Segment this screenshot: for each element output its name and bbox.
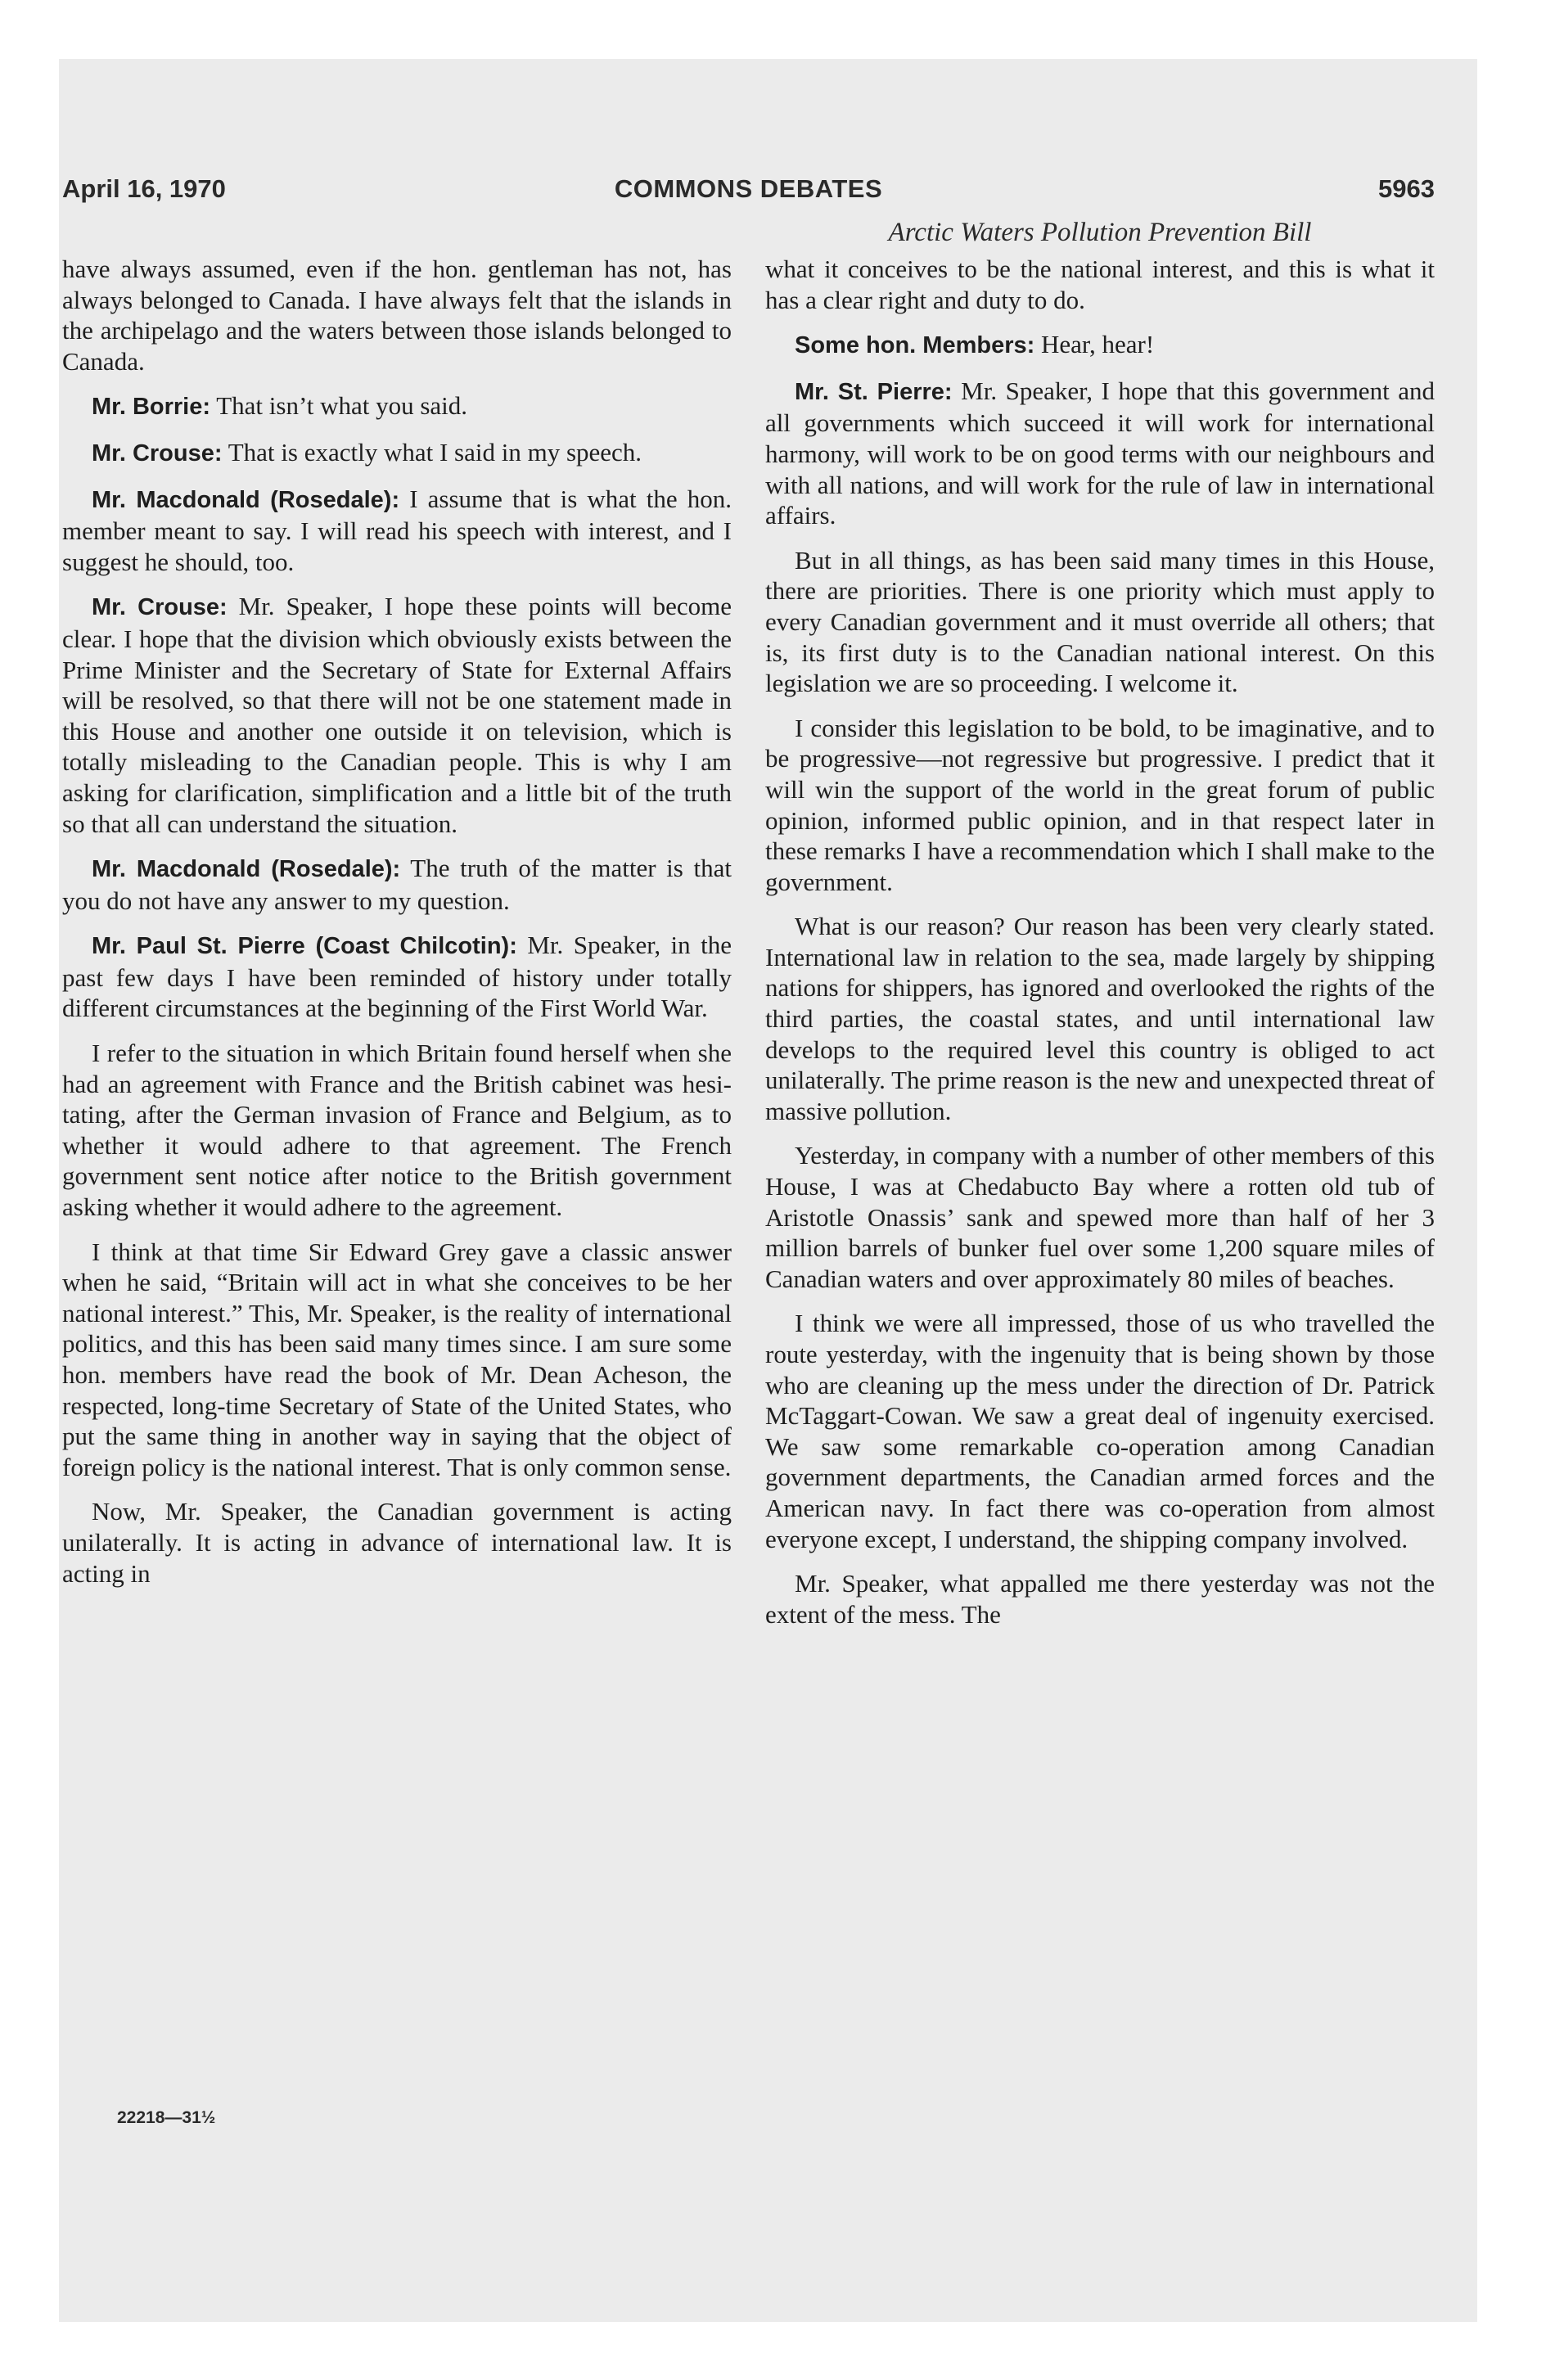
paragraph — [765, 1568, 1435, 1629]
paragraph-text: I assume that is what the hon. member meant to say. I will read his speech with interest, and I suggest he should, too. — [62, 484, 732, 576]
header-title: COMMONS DEBATES — [614, 174, 883, 203]
paragraph-text: have always assumed, even if the hon. gentleman has not, has always belonged to Canada. I have always felt that the islands in the archipelago and the waters between those islands belonged to Canada. — [62, 255, 732, 376]
paragraph-text: Mr. Speaker, what appalled me there yesterday was not the extent of the mess. The — [765, 1569, 1435, 1629]
paragraph-text: I refer to the situation in which Britain found herself when she had an agreement with France and the British cabinet was hesitating, after the German invasion of France and Belgium, as to whether it would adhere to that agreement. The French government sent notice after notice to the British government asking whether it would adhere to the agreement. — [62, 1039, 732, 1222]
paragraph — [62, 930, 732, 1024]
print-reference: 22218—31½ — [117, 2108, 216, 2127]
paragraph — [62, 390, 732, 423]
paragraph-text: That isn’t what you said. — [216, 391, 468, 421]
right-column — [765, 254, 1435, 2112]
paragraph — [765, 713, 1435, 898]
paragraph — [765, 1308, 1435, 1554]
speaker-name: Mr. Paul St. Pierre (Coast Chilcotin): — [92, 933, 517, 960]
paragraph-text: Now, Mr. Speaker, the Canadian government is acting unilaterally. It is acting in advance of international law. It is acting in — [62, 1497, 732, 1588]
paragraph-text: Yesterday, in company with a number of other members of this House, I was at Chedabucto Bay where a rotten old tub of Aristotle Onassis’ sank and spewed more than half of her 3 million barrels of bunker fuel over some 1,200 square miles of Canadian waters and over approximately 80 miles of beaches. — [765, 1141, 1435, 1293]
paragraph — [765, 254, 1435, 315]
paragraph-text: Hear, hear! — [1041, 330, 1155, 359]
speaker-name: Mr. Crouse: — [92, 439, 223, 467]
paragraph-text: What is our reason? Our reason has been very clearly stated. International law in relation to the sea, made largely by shipping nations for shippers, has ignored and overlooked the rights of the third parties, the coastal states, and until international law develops to the required level this country is obliged to act unilaterally. The prime reason is the new and unexpected threat of massive pollution. — [765, 912, 1435, 1125]
speaker-name: Mr. Macdonald (Rosedale): — [92, 486, 400, 513]
speaker-name: Mr. Crouse: — [92, 594, 228, 621]
page-header — [62, 174, 1435, 223]
speaker-name: Some hon. Members: — [795, 332, 1035, 359]
paragraph — [62, 484, 732, 578]
paragraph-text: I think at that time Sir Edward Grey gave a classic answer when he said, “Britain will act in what she conceives to be her national interest.” This, Mr. Speaker, is the reality of international politics, and this has been said many times since. I am sure some hon. members have read the book of Mr. Dean Acheson, the respected, long-time Secretary of State of the United States, who put the same thing in another way in saying that the object of foreign policy is the national interest. That is only common sense. — [62, 1237, 732, 1481]
paragraph — [765, 1140, 1435, 1294]
paragraph — [62, 437, 732, 470]
left-column — [62, 254, 732, 2112]
paragraph — [62, 591, 732, 839]
paragraph-text: Mr. Speaker, I hope that this government and all governments which succeed it will work for international harmony, will work to be on good terms with our neighbours and with all nations, and will work for the rule of law in international affairs. — [765, 376, 1435, 530]
paragraph — [62, 254, 732, 376]
paragraph — [765, 329, 1435, 362]
paragraph — [765, 911, 1435, 1126]
bill-subheading: Arctic Waters Pollution Prevention Bill — [888, 218, 1312, 247]
paragraph-text: what it conceives to be the national interest, and this is what it has a clear right and duty to do. — [765, 255, 1435, 314]
paragraph — [62, 1237, 732, 1483]
paragraph-text: That is exactly what I said in my speech. — [228, 437, 642, 467]
paragraph-text: I consider this legislation to be bold, to be imaginative, and to be progressive—not regressive but progressive. I predict that it will win the support of the world in the great forum of public opinion, informed public opinion, and in that respect later in these remarks I have a recommendation which I shall make to the government. — [765, 713, 1435, 896]
paragraph — [62, 1496, 732, 1589]
paragraph-text: Mr. Speaker, I hope these points will become clear. I hope that the division which obviously exists between the Prime Minister and the Secretary of State for External Affairs will be resolved, so that there will not be one statement made in this House and another one outside it on television, which is totally misleading to the Canadian people. This is why I am asking for clarification, simplification and a little bit of the truth so that all can understand the situation. — [62, 592, 732, 838]
paragraph — [765, 545, 1435, 699]
paragraph — [765, 376, 1435, 531]
speaker-name: Mr. St. Pierre: — [795, 378, 953, 405]
paragraph-text: Mr. Speaker, in the past few days I have been reminded of history under totally different circumstances at the beginning of the First World War. — [62, 931, 732, 1023]
paragraph — [62, 1038, 732, 1223]
paragraph-text: I think we were all impressed, those of us who travelled the route yesterday, with the ingenuity that is being shown by those who are cleaning up the mess under the direction of Dr. Patrick McTaggart-Cowan. We saw a great deal of ingenuity exercised. We saw some remarkable co-operation among Canadian government departments, the Canadian armed forces and the American navy. In fact there was co-operation from almost everyone except, I understand, the shipping company involved. — [765, 1309, 1435, 1553]
paragraph-text: But in all things, as has been said many times in this House, there are priorities. There is one priority which must apply to every Canadian government and it must override all others; that is, its first duty is to the Canadian national interest. On this legislation we are so proceeding. I welcome it. — [765, 545, 1435, 698]
paragraph-text: The truth of the matter is that you do not have any answer to my question. — [62, 854, 732, 915]
speaker-name: Mr. Borrie: — [92, 394, 211, 421]
header-page-number: 5963 — [1378, 174, 1435, 203]
speaker-name: Mr. Macdonald (Rosedale): — [92, 856, 401, 883]
header-date: April 16, 1970 — [62, 174, 226, 203]
paragraph — [62, 853, 732, 916]
